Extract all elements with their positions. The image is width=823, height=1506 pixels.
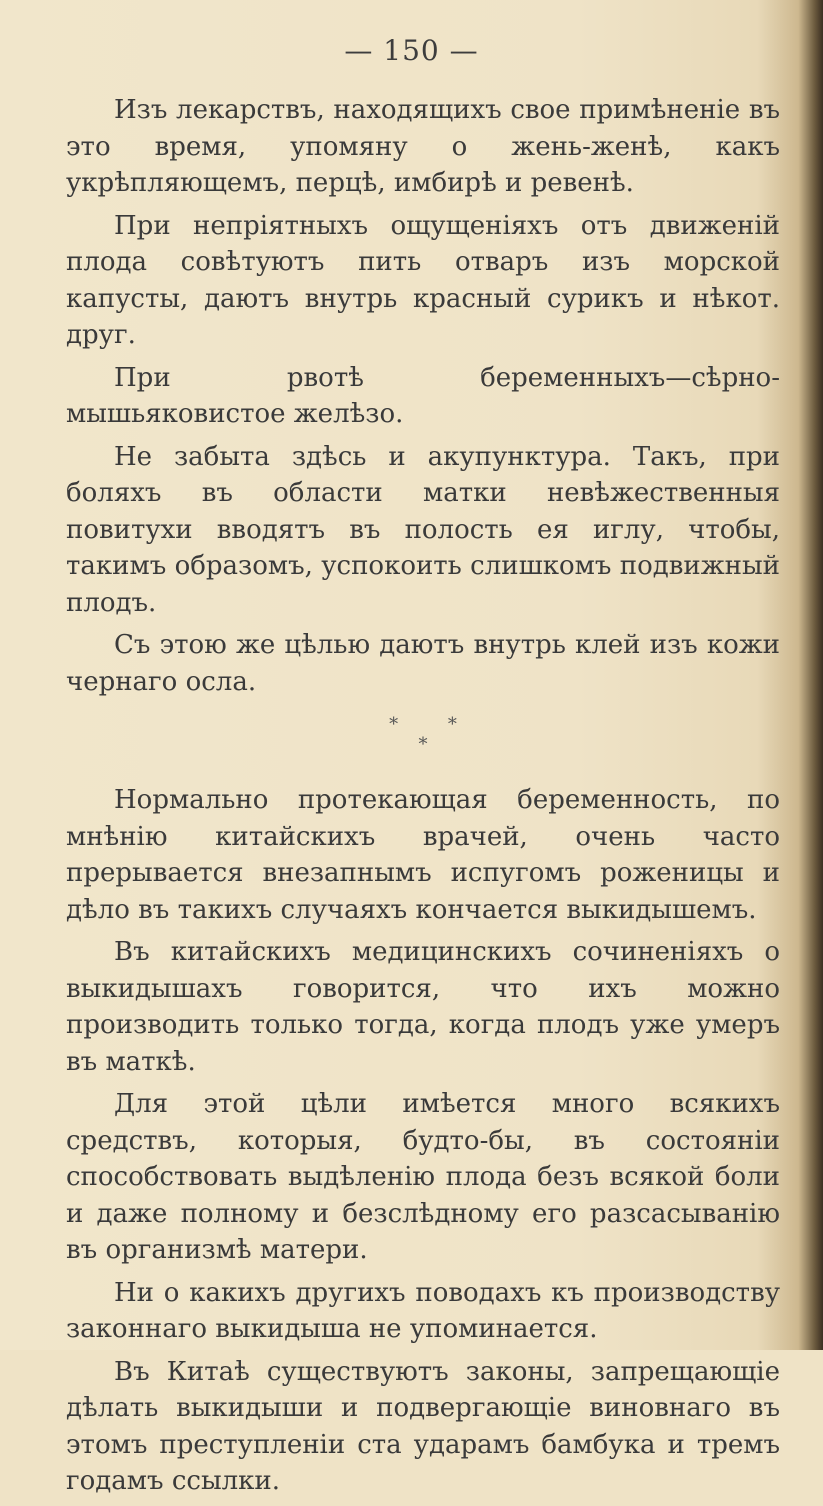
body-text	[66, 92, 780, 1506]
paragraph-laws: Въ Китаѣ существуютъ законы, запрещающіе дѣлать выкидыши и подвергающіе виновнаго въ этомъ преступленіи ста ударамъ бамбука и тремъ годамъ ссылки.	[66, 1356, 780, 1496]
paragraph-remedies: Для этой цѣли имѣется много всякихъ средствъ, которыя, будто-бы, въ состояніи способствовать выдѣленію плода безъ всякой боли и даже полному и безслѣдному его разсасыванію въ организмѣ матери.	[66, 1089, 780, 1265]
paragraph-no-other-reasons: Ни о какихъ другихъ поводахъ къ производству законнаго выкидыша не упоминается.	[66, 1277, 780, 1344]
paragraph-medical-writings: Въ китайскихъ медицинскихъ сочиненіяхъ о выкидышахъ говорится, что ихъ можно производить только тогда, когда плодъ уже умеръ въ маткѣ.	[66, 937, 780, 1077]
page-number: — 150 —	[344, 34, 479, 67]
paragraph-normal-pregnancy: Нормально протекающая беременность, по мнѣнію китайскихъ врачей, очень часто прерывается внезапнымъ испугомъ роженицы и дѣло въ такихъ случаяхъ кончается выкидышемъ.	[66, 785, 780, 925]
paragraph-acupuncture: Не забыта здѣсь и акупунктура. Такъ, при боляхъ въ области матки невѣжественныя повитухи вводятъ въ полость ея иглу, чтобы, такимъ образомъ, успокоить слишкомъ подвижный плодъ.	[66, 441, 780, 618]
paragraph-vomiting: При рвотѣ беременныхъ—сѣрно-мышьяковистое желѣзо.	[66, 362, 780, 429]
asterisk-row-bottom: *	[418, 734, 428, 755]
section-break-asterisks	[66, 708, 780, 768]
paragraph-donkey-glue: Съ этою же цѣлью даютъ внутрь клей изъ кожи чернаго осла.	[66, 630, 780, 697]
paragraph-fetal-movements: При непріятныхъ ощущеніяхъ отъ движеній плода совѣтуютъ пить отваръ изъ морской капусты, даютъ внутрь красный сурикъ и нѣкот. друг.	[66, 210, 780, 350]
asterisk-row-top: * *	[389, 714, 479, 735]
paragraph-medicines: Изъ лекарствъ, находящихъ свое примѣненіе въ это время, упомяну о жень-женѣ, какъ укрѣпляющемъ, перцѣ, имбирѣ и ревенѣ.	[66, 95, 780, 198]
